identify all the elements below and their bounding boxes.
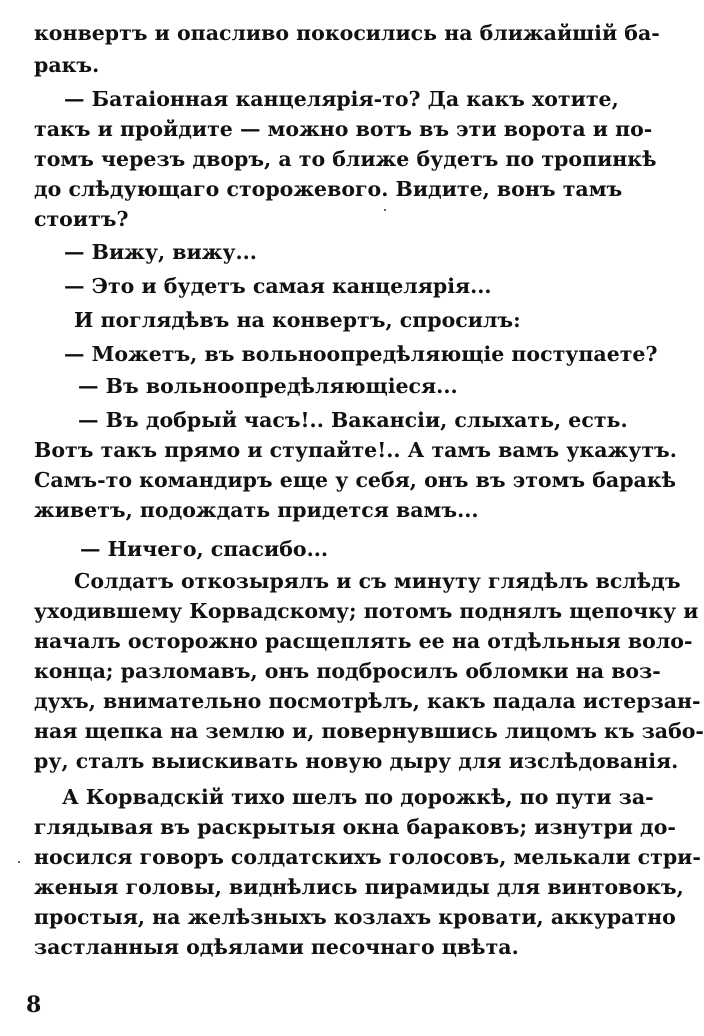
text-line: конца; разломавъ, онъ подбросилъ обломки на воз- <box>34 659 661 683</box>
text-line: такъ и пройдите — можно вотъ въ эти ворота и по- <box>34 117 653 141</box>
text-line: Солдатъ откозырялъ и съ минуту глядѣлъ вслѣдъ <box>74 569 681 593</box>
text-line: духъ, внимательно посмотрѣлъ, какъ падала истерзан- <box>34 689 701 713</box>
print-speck <box>18 861 20 863</box>
text-line: ная щепка на землю и, повернувшись лицомъ къ забо- <box>34 719 704 743</box>
text-line: носился говоръ солдатскихъ голосовъ, мелькали стри- <box>34 845 701 869</box>
text-line: ру, сталъ выискивать новую дыру для изслѣдованія. <box>34 749 679 773</box>
text-line: Самъ-то командиръ еще у себя, онъ въ этомъ баракѣ <box>34 468 677 492</box>
text-line: А Корвадскій тихо шелъ по дорожкѣ, по пути за- <box>62 785 654 809</box>
text-line: конвертъ и опасливо покосились на ближайшій ба- <box>34 21 660 45</box>
text-line: застланныя одѣялами песочнаго цвѣта. <box>34 935 519 959</box>
text-line: стоитъ? <box>34 207 129 231</box>
text-line: И поглядѣвъ на конвертъ, спросилъ: <box>74 308 521 332</box>
text-line: глядывая въ раскрытыя окна бараковъ; изнутри до- <box>34 815 676 839</box>
text-line: уходившему Корвадскому; потомъ поднялъ щепочку и <box>34 599 699 623</box>
text-line: — Въ вольноопредѣляющіеся... <box>78 374 458 398</box>
text-line: живетъ, подождать придется вамъ... <box>34 498 479 522</box>
text-line: простыя, на желѣзныхъ козлахъ кровати, аккуратно <box>34 905 676 929</box>
text-line: — Ничего, спасибо... <box>80 537 328 561</box>
text-line: — Въ добрый часъ!.. Вакансіи, слыхать, есть. <box>78 408 628 432</box>
text-line: — Вижу, вижу... <box>64 240 257 264</box>
text-line: — Это и будетъ самая канцелярія... <box>64 274 492 298</box>
text-line: ракъ. <box>34 53 100 77</box>
text-line: до слѣдующаго сторожевого. Видите, вонъ тамъ <box>34 177 623 201</box>
text-line: женыя головы, виднѣлись пирамиды для винтовокъ, <box>34 875 684 899</box>
page-number: 8 <box>26 992 42 1018</box>
text-line: Вотъ такъ прямо и ступайте!.. А тамъ вамъ укажутъ. <box>34 438 677 462</box>
text-line: началъ осторожно расщеплять ее на отдѣльныя воло- <box>34 629 693 653</box>
text-line: — Батаіонная канцелярія-то? Да какъ хотите, <box>64 87 619 111</box>
text-line: томъ черезъ дворъ, а то ближе будетъ по тропинкѣ <box>34 147 657 171</box>
text-line: — Можетъ, въ вольноопредѣляющіе поступаете? <box>64 342 658 366</box>
print-speck <box>384 209 386 211</box>
